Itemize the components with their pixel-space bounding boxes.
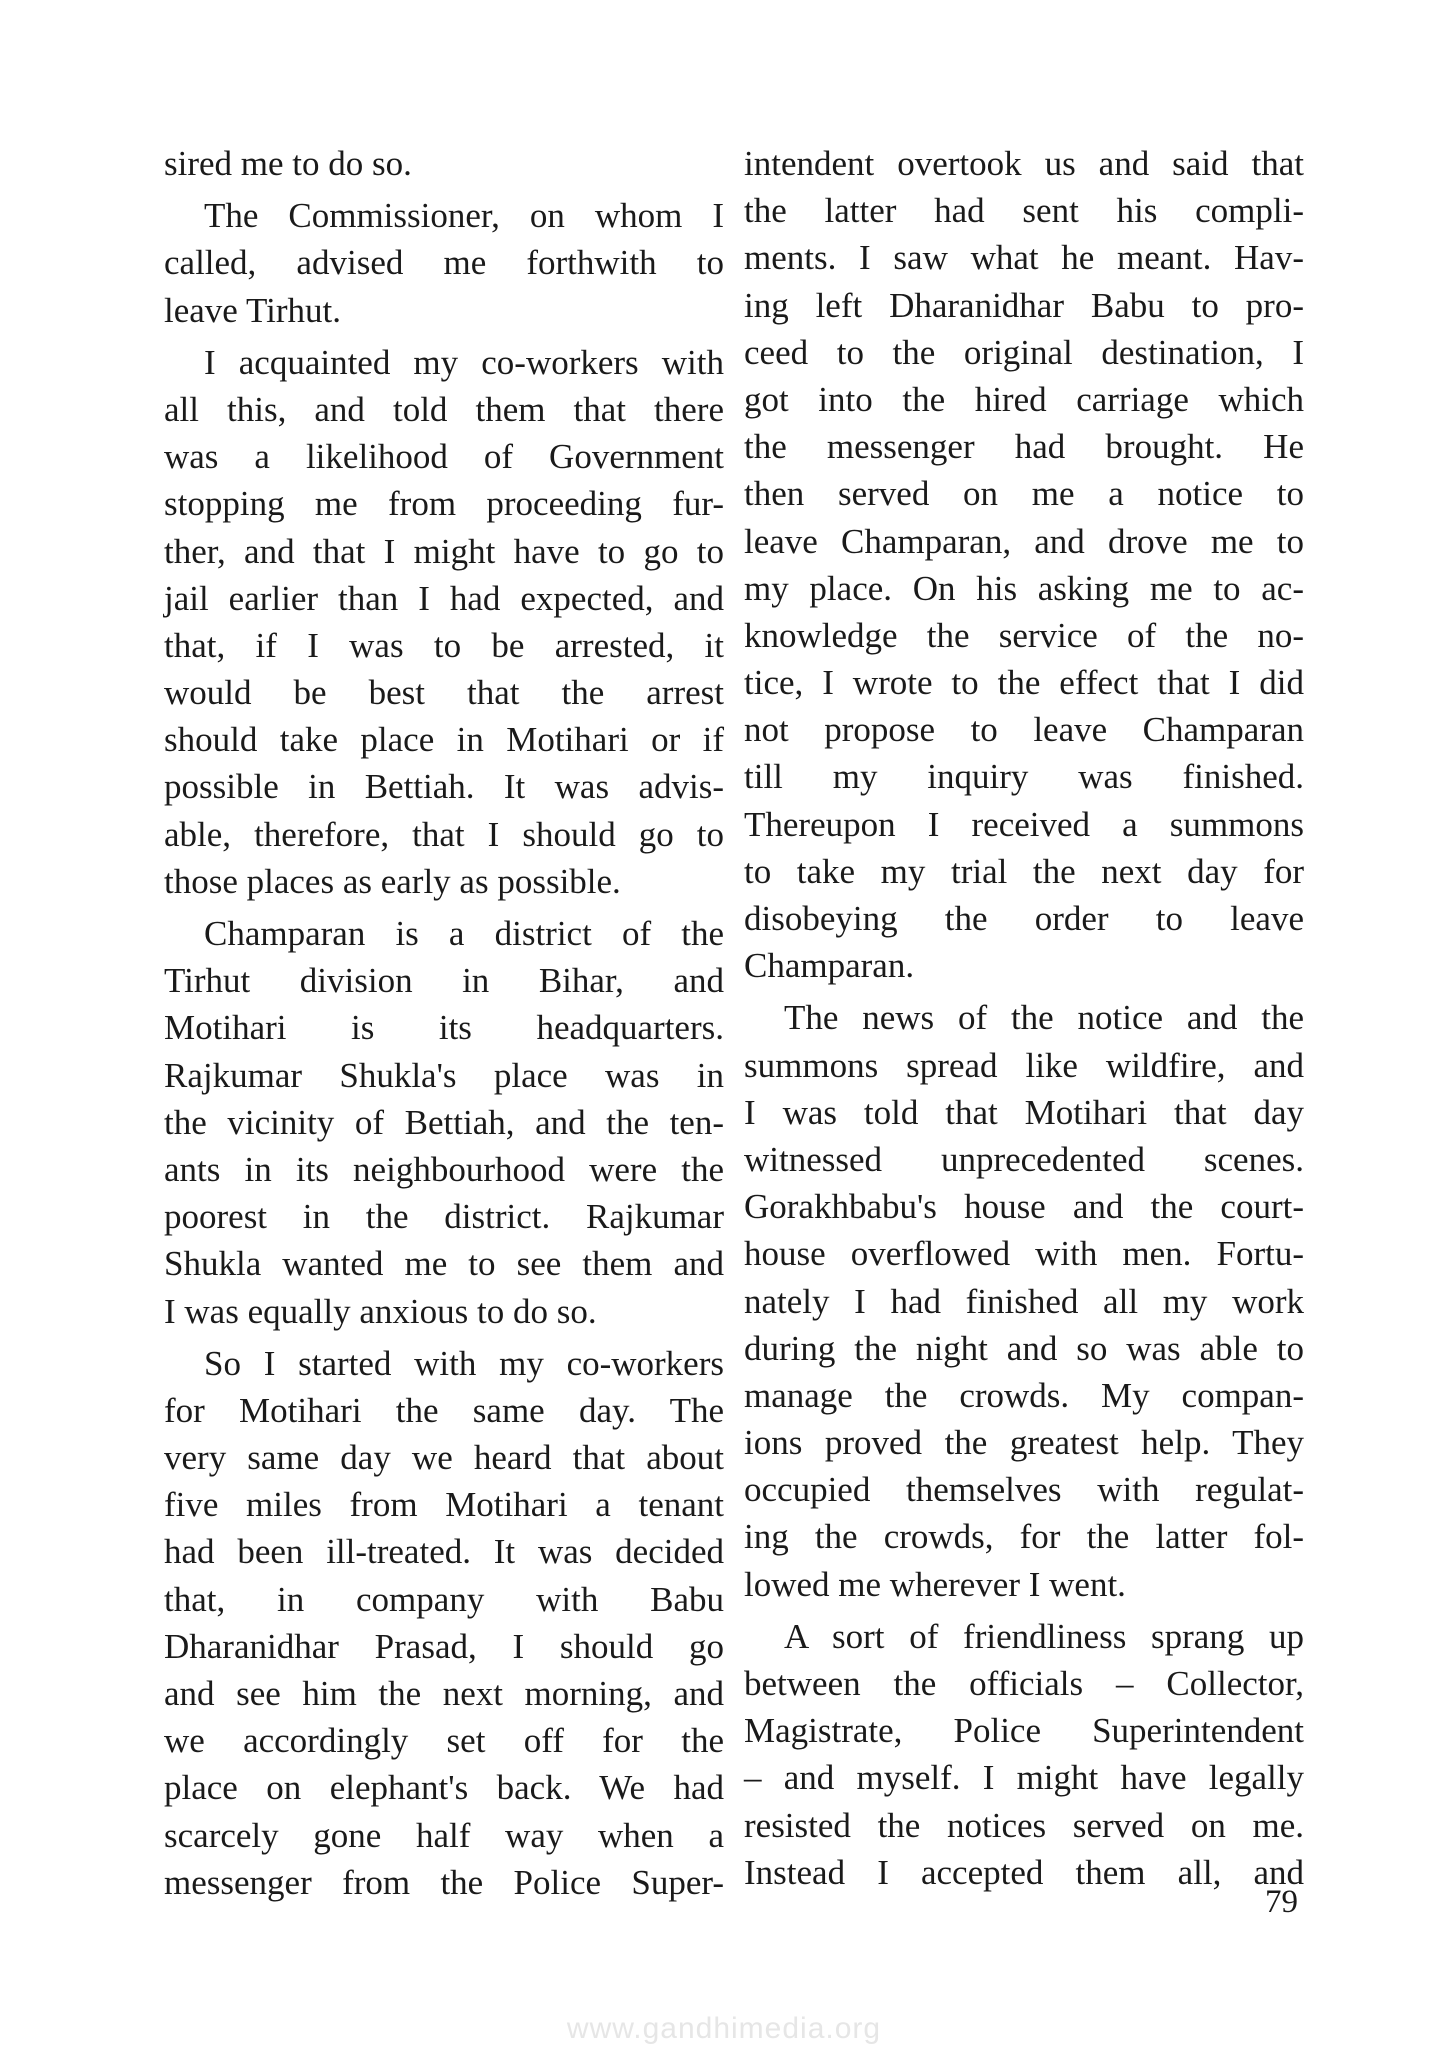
text-line: Champaran is a district of the [204,914,724,953]
text-line: witnessed unprecedented scenes. [744,1139,1304,1179]
text-line: leave Champaran, and drove me to [744,521,1304,561]
text-line: ing the crowds, for the latter fol- [744,1517,1304,1557]
text-line: messenger from the Police Super- [164,1862,724,1902]
text-line: Tirhut division in Bihar, and [164,961,724,1001]
text-line: intendent overtook us and said that [744,144,1304,183]
text-line: ments. I saw what he meant. Hav- [744,238,1304,278]
text-line: five miles from Motihari a tenant [164,1485,724,1525]
text-line: tice, I wrote to the effect that I did [744,663,1304,703]
text-line: leave Tirhut. [164,290,341,330]
text-line: Dharanidhar Prasad, I should go [164,1626,724,1666]
text-line: A sort of friendliness sprang up [784,1616,1304,1656]
text-line: nately I had finished all my work [744,1281,1304,1321]
text-line: poorest in the district. Rajkumar [164,1197,724,1237]
text-line: able, therefore, that I should go to [164,814,724,854]
page-number: 79 [1265,1884,1298,1920]
text-line: not propose to leave Champaran [744,710,1304,750]
text-line: till my inquiry was finished. [744,757,1304,797]
text-line: the messenger had brought. He [744,427,1304,467]
text-line: the vicinity of Bettiah, and the ten- [164,1102,724,1142]
text-line: The Commissioner, on whom I [204,196,724,236]
text-line: Rajkumar Shukla's place was in [164,1055,724,1095]
text-line: that, in company with Babu [164,1579,724,1619]
text-line: scarcely gone half way when a [164,1815,724,1855]
text-line: should take place in Motihari or if [164,720,724,760]
text-line: to take my trial the next day for [744,851,1304,891]
text-line: ions proved the greatest help. They [744,1423,1304,1463]
text-line: I was told that Motihari that day [744,1092,1304,1132]
text-line: stopping me from proceeding fur- [164,484,724,524]
text-line: very same day we heard that about [164,1438,724,1478]
text-line: possible in Bettiah. It was advis- [164,767,724,807]
text-line: called, advised me forthwith to [164,243,724,283]
text-line: got into the hired carriage which [744,379,1304,419]
text-line: lowed me wherever I went. [744,1564,1126,1604]
text-line: during the night and so was able to [744,1328,1304,1368]
text-line: Motihari is its headquarters. [164,1008,724,1048]
text-line: I acquainted my co-workers with [204,342,724,382]
text-line: knowledge the service of the no- [744,615,1304,655]
text-line: Instead I accepted them all, and [744,1852,1304,1892]
text-line: disobeying the order to leave [744,899,1304,938]
text-line: summons spread like wildfire, and [744,1045,1304,1085]
text-line: ing left Dharanidhar Babu to pro- [744,285,1304,325]
text-line: Thereupon I received a summons [744,804,1304,844]
text-line: resisted the notices served on me. [744,1805,1304,1845]
text-line: the latter had sent his compli- [744,191,1304,231]
text-line: that, if I was to be arrested, it [164,625,724,665]
text-line: Magistrate, Police Superintendent [744,1711,1304,1751]
text-line: Champaran. [744,946,915,986]
text-line: was a likelihood of Government [164,437,724,477]
watermark-text: www.gandhimedia.org [566,2012,882,2045]
text-line: between the officials – Collector, [744,1664,1304,1703]
text-line: for Motihari the same day. The [164,1390,724,1430]
text-line: ther, and that I might have to go to [164,531,724,571]
text-line: The news of the notice and the [784,998,1304,1038]
text-line: ants in its neighbourhood were the [164,1149,724,1189]
text-line: those places as early as possible. [164,861,621,901]
text-line: my place. On his asking me to ac- [744,568,1304,608]
text-line: I was equally anxious to do so. [164,1291,597,1331]
text-line: would be best that the arrest [164,673,724,713]
text-line: we accordingly set off for the [164,1721,724,1761]
text-line: occupied themselves with regulat- [744,1470,1304,1510]
text-line: Gorakhbabu's house and the court- [744,1187,1304,1227]
text-line: ceed to the original destination, I [744,332,1304,372]
text-line: jail earlier than I had expected, and [164,578,724,618]
text-line: So I started with my co-workers [204,1343,724,1383]
text-line: had been ill-treated. It was decided [164,1532,724,1572]
text-line: Shukla wanted me to see them and [164,1244,724,1284]
text-line: house overflowed with men. Fortu- [744,1234,1304,1274]
left-text-column [164,140,724,1906]
text-line: – and myself. I might have legally [744,1758,1304,1798]
text-line: place on elephant's back. We had [164,1768,724,1808]
right-text-column [744,140,1304,1896]
text-line: sired me to do so. [164,144,412,183]
text-line: manage the crowds. My compan- [744,1375,1304,1415]
text-line: then served on me a notice to [744,474,1304,514]
text-line: and see him the next morning, and [164,1674,724,1713]
text-line: all this, and told them that there [164,389,724,429]
